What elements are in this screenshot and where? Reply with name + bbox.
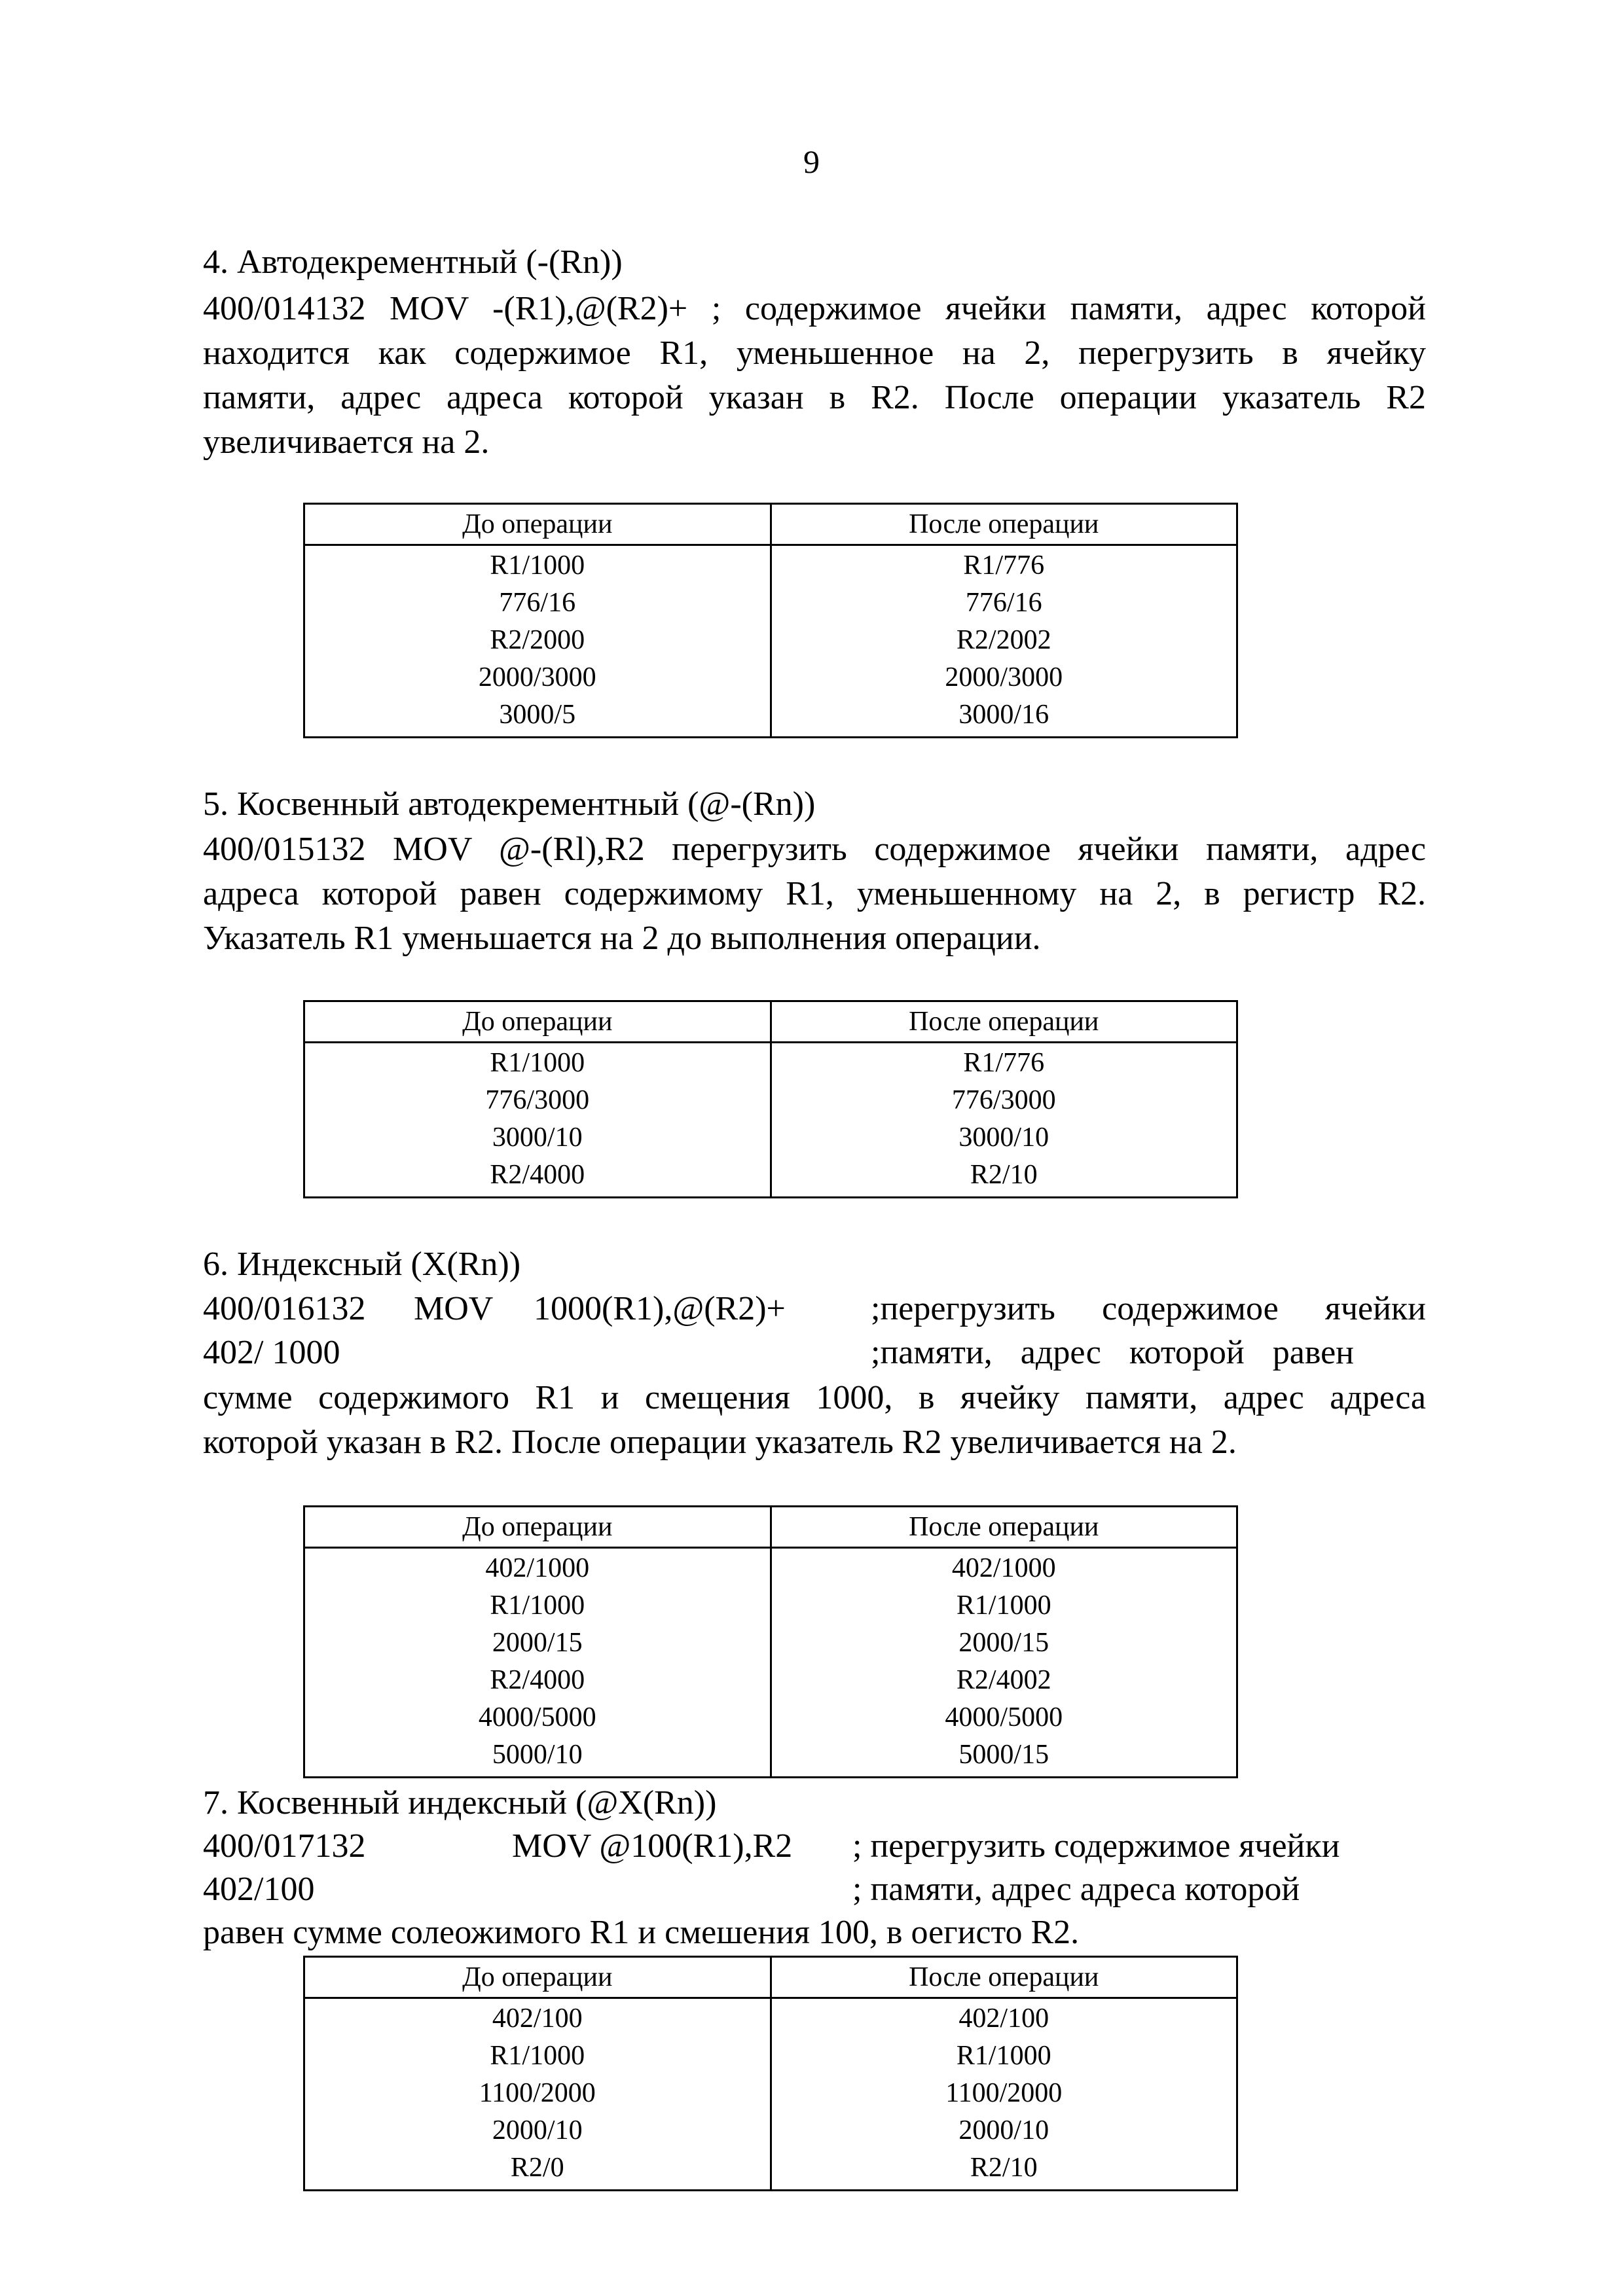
column-header-after: После операции — [771, 1957, 1237, 1998]
cell-before: R1/1000 — [304, 1043, 771, 1083]
column-header-after: После операции — [771, 504, 1237, 545]
section-7-code-address-2: 402/100 — [203, 1871, 315, 1908]
cell-before: 3000/10 — [304, 1119, 771, 1157]
cell-after: R2/2002 — [771, 622, 1237, 659]
column-header-before: До операции — [304, 504, 771, 545]
cell-after: R1/776 — [771, 545, 1237, 585]
section-5-table — [303, 1000, 1238, 1198]
table-row — [304, 622, 1237, 659]
cell-before: 5000/10 — [304, 1736, 771, 1778]
section-4-heading: 4. Автодекрементный (-(Rn)) — [203, 243, 623, 281]
section-5-paragraph — [203, 827, 1426, 961]
table-header-row — [304, 1507, 1237, 1548]
section-4-table — [303, 503, 1238, 738]
cell-after: R2/10 — [771, 1157, 1237, 1198]
cell-after: R1/1000 — [771, 1587, 1237, 1624]
table-row — [304, 1998, 1237, 2038]
cell-after: 402/100 — [771, 1998, 1237, 2038]
table-row — [304, 584, 1237, 622]
table-row — [304, 1662, 1237, 1699]
section-6-code-address-1: 400/016132 — [203, 1290, 366, 1327]
cell-before: R1/1000 — [304, 1587, 771, 1624]
section-6-code-mnemonic: MOV — [414, 1290, 494, 1327]
cell-before: 402/1000 — [304, 1548, 771, 1588]
section-7-comment-1: ; перегрузить содержимое ячейки — [852, 1827, 1340, 1865]
column-header-before: До операции — [304, 1001, 771, 1043]
section-7-description: равен сумме солеожимого R1 и смешения 100, в оегисто R2. — [203, 1914, 1080, 1951]
cell-after: 2000/3000 — [771, 659, 1237, 696]
cell-before: 2000/10 — [304, 2112, 771, 2149]
table-row — [304, 1157, 1237, 1198]
section-7-code-address-1: 400/017132 — [203, 1827, 366, 1865]
column-header-before: До операции — [304, 1957, 771, 1998]
cell-before: R2/4000 — [304, 1662, 771, 1699]
section-4-line-3: памяти, адрес адреса которой указан в R2. После операции указатель R2 — [203, 379, 1426, 416]
section-4-line-1: 400/014132 MOV -(R1),@(R2)+ ; содержимое ячейки памяти, адрес которой — [203, 290, 1426, 327]
cell-before: 776/3000 — [304, 1082, 771, 1119]
section-7-comment-2: ; памяти, адрес адреса которой — [852, 1871, 1300, 1908]
section-6-code-operand: 1000(R1),@(R2)+ — [534, 1290, 786, 1327]
table-row — [304, 1082, 1237, 1119]
cell-before: 3000/5 — [304, 696, 771, 738]
column-header-after: После операции — [771, 1001, 1237, 1043]
table-row — [304, 696, 1237, 738]
column-header-before: До операции — [304, 1507, 771, 1548]
table-row — [304, 1119, 1237, 1157]
table-row — [304, 659, 1237, 696]
column-header-after: После операции — [771, 1507, 1237, 1548]
table-row — [304, 2037, 1237, 2075]
section-6-heading: 6. Индексный (X(Rn)) — [203, 1246, 521, 1283]
section-6-code-address-2: 402/ 1000 — [203, 1334, 340, 1371]
section-6-paragraph — [203, 1376, 1426, 1465]
cell-before: 402/100 — [304, 1998, 771, 2038]
cell-before: R1/1000 — [304, 545, 771, 585]
table-header-row — [304, 504, 1237, 545]
cell-after: 2000/10 — [771, 2112, 1237, 2149]
cell-after: 3000/16 — [771, 696, 1237, 738]
cell-before: R1/1000 — [304, 2037, 771, 2075]
table-row — [304, 1736, 1237, 1778]
cell-before: R2/4000 — [304, 1157, 771, 1198]
section-7-heading: 7. Косвенный индексный (@X(Rn)) — [203, 1784, 717, 1821]
section-7-code-instruction: MOV @100(R1),R2 — [512, 1827, 793, 1865]
table-row — [304, 1624, 1237, 1662]
table-header-row — [304, 1001, 1237, 1043]
cell-after: R1/1000 — [771, 2037, 1237, 2075]
cell-after: 4000/5000 — [771, 1699, 1237, 1736]
table-row — [304, 1043, 1237, 1083]
table-row — [304, 1548, 1237, 1588]
table-row — [304, 2075, 1237, 2112]
table-row — [304, 2112, 1237, 2149]
table-header-row — [304, 1957, 1237, 1998]
cell-after: 3000/10 — [771, 1119, 1237, 1157]
cell-after: 776/3000 — [771, 1082, 1237, 1119]
table-row — [304, 1699, 1237, 1736]
cell-before: 4000/5000 — [304, 1699, 771, 1736]
section-5-line-1: 400/015132 MOV @-(Rl),R2 перегрузить содержимое ячейки памяти, адрес — [203, 831, 1426, 868]
section-4-line-4: увеличивается на 2. — [203, 423, 490, 461]
section-6-comment-2: ;памяти, адрес которой равен — [871, 1334, 1354, 1371]
table-row — [304, 545, 1237, 585]
cell-before: 776/16 — [304, 584, 771, 622]
cell-before: 2000/3000 — [304, 659, 771, 696]
section-5-line-3: Указатель R1 уменьшается на 2 до выполнения операции. — [203, 920, 1041, 957]
table-row — [304, 2149, 1237, 2191]
cell-after: 5000/15 — [771, 1736, 1237, 1778]
page-number: 9 — [803, 143, 820, 180]
section-6-line-2: которой указан в R2. После операции указатель R2 увеличивается на 2. — [203, 1424, 1237, 1461]
section-6-table — [303, 1505, 1238, 1778]
cell-after: R2/4002 — [771, 1662, 1237, 1699]
section-5-heading: 5. Косвенный автодекрементный (@-(Rn)) — [203, 785, 816, 823]
section-4-line-2: находится как содержимое R1, уменьшенное на 2, перегрузить в ячейку — [203, 334, 1426, 372]
section-6-line-1: сумме содержимого R1 и смещения 1000, в ячейку памяти, адрес адреса — [203, 1379, 1426, 1416]
section-6-comment-1: ;перегрузить содержимое ячейки — [871, 1290, 1426, 1327]
cell-before: 2000/15 — [304, 1624, 771, 1662]
section-4-paragraph — [203, 287, 1426, 465]
table-row — [304, 1587, 1237, 1624]
cell-before: 1100/2000 — [304, 2075, 771, 2112]
cell-after: 402/1000 — [771, 1548, 1237, 1588]
cell-after: R1/776 — [771, 1043, 1237, 1083]
cell-after: 2000/15 — [771, 1624, 1237, 1662]
cell-before: R2/2000 — [304, 622, 771, 659]
cell-after: R2/10 — [771, 2149, 1237, 2191]
cell-after: 776/16 — [771, 584, 1237, 622]
cell-before: R2/0 — [304, 2149, 771, 2191]
cell-after: 1100/2000 — [771, 2075, 1237, 2112]
section-5-line-2: адреса которой равен содержимому R1, уменьшенному на 2, в регистр R2. — [203, 875, 1426, 912]
section-7-table — [303, 1956, 1238, 2191]
